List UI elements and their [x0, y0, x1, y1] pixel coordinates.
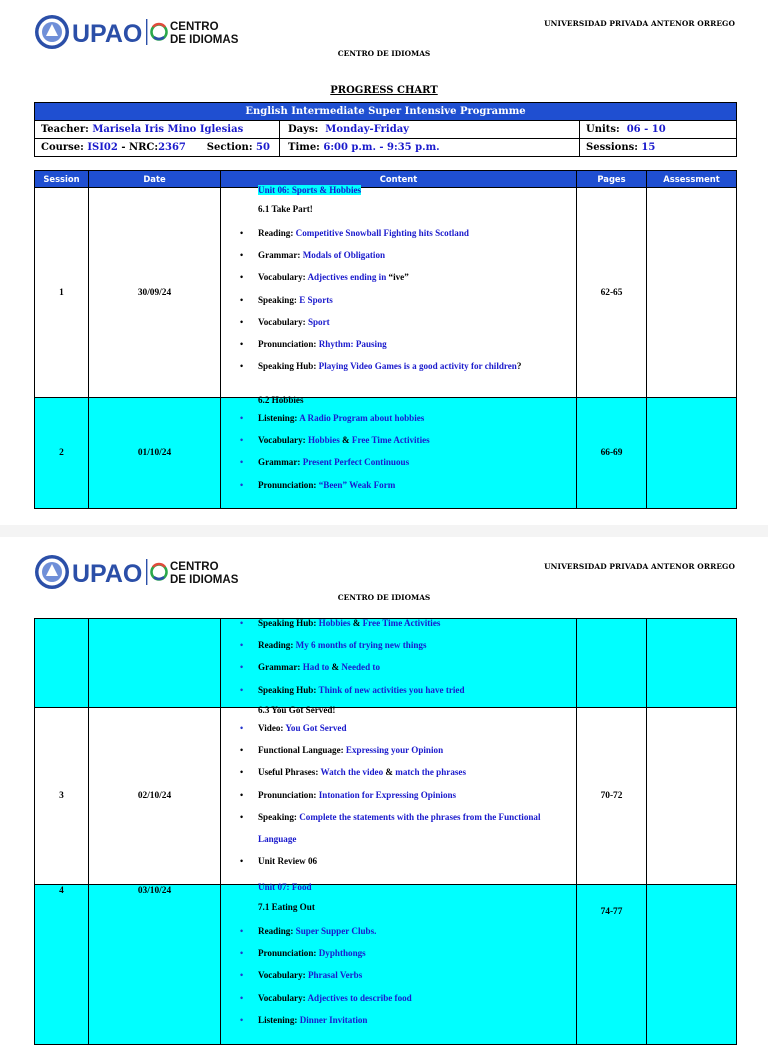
schedule-table-p2	[34, 618, 737, 1045]
document-title: PROGRESS CHART	[330, 85, 438, 96]
course-cell: Course: ISI02 - NRC:2367 Section: 50	[35, 139, 280, 157]
university-name: UNIVERSIDAD PRIVADA ANTENOR ORREGO	[544, 562, 735, 571]
svg-text:DE IDIOMAS: DE IDIOMAS	[170, 574, 239, 586]
svg-text:CENTRO: CENTRO	[170, 21, 219, 33]
session-content: Unit 06: Sports & Hobbies 6.1 Take Part! • Reading: Competitive Snowball Fighting hits Scotland • Grammar: Modals of Obligation • Vocabulary: Adjectives ending in “ive” • Speaking: E Sports • Vocabulary: Sport • Pronunciation: Rhythm: Pausing • Speaking Hub: Playing Video Games is a good activity for children?	[221, 188, 577, 398]
table-row: 2 01/10/24 6.2 Hobbies • Listening: A Radio Program about hobbies • Vocabulary: Hobbies & Free Time Activities • Grammar: Present Perfect Continuous • Pronunciation: “Been” Weak Form 66-69	[35, 398, 737, 509]
centro-title: CENTRO DE IDIOMAS	[337, 49, 431, 58]
col-session: Session	[35, 171, 89, 188]
session-content: 6.3 You Got Served! • Video: You Got Served • Functional Language: Expressing your Opinion • Useful Phrases: Watch the video & match the phrases • Pronunciation: Intonation for Expressing Opinions • Speaking: Complete the statements with the phrases from the Functional Language • Unit Review 06	[221, 708, 577, 885]
svg-text:CENTRO: CENTRO	[170, 561, 219, 573]
table-row: 3 02/10/24 6.3 You Got Served! • Video: You Got Served • Functional Language: Expressing your Opinion • Useful Phrases: Watch the video & match the phrases • Pronunciation: Intonation for Expressing Opinions • Speaking: Complete the statements with the phrases from the Functional Language • Unit Review 06 70-72	[35, 708, 737, 885]
assessment-cell	[647, 708, 737, 885]
col-date: Date	[89, 171, 221, 188]
assessment-cell	[647, 619, 737, 708]
assessment-cell	[647, 398, 737, 509]
programme-title: English Intermediate Super Intensive Programme	[35, 103, 737, 121]
course-info-table	[34, 102, 737, 157]
assessment-cell	[647, 188, 737, 398]
upao-logo	[34, 550, 244, 594]
centro-title: CENTRO DE IDIOMAS	[337, 593, 431, 602]
teacher-cell: Teacher: Marisela Iris Mino Iglesias	[35, 121, 280, 139]
col-assessment: Assessment	[647, 171, 737, 188]
col-pages: Pages	[577, 171, 647, 188]
svg-text:DE IDIOMAS: DE IDIOMAS	[170, 34, 239, 46]
schedule-table-p1	[34, 170, 737, 509]
university-name: UNIVERSIDAD PRIVADA ANTENOR ORREGO	[544, 19, 735, 28]
time-cell: Time: 6:00 p.m. - 9:35 p.m.	[280, 139, 580, 157]
session-content: Unit 07: Food 7.1 Eating Out • Reading: Super Supper Clubs. • Pronunciation: Dyphthongs • Vocabulary: Phrasal Verbs • Vocabulary: Adjectives to describe food • Listening: Dinner Invitation	[221, 885, 577, 1045]
units-cell: Units: 06 - 10	[580, 121, 737, 139]
teacher-name: Marisela Iris Mino Iglesias	[92, 124, 244, 135]
page-2	[0, 538, 768, 1024]
table-row: 4 03/10/24 Unit 07: Food 7.1 Eating Out • Reading: Super Supper Clubs. • Pronunciation: Dyphthongs • Vocabulary: Phrasal Verbs • Vocabulary: Adjectives to describe food • Listening: Dinner Invitation 74-77	[35, 885, 737, 1045]
session-content: • Speaking Hub: Hobbies & Free Time Activities • Reading: My 6 months of trying new things • Grammar: Had to & Needed to • Speaking Hub: Think of new activities you have tried	[221, 619, 577, 708]
svg-text:UPAO: UPAO	[72, 20, 143, 48]
table-row	[35, 619, 737, 708]
days-value: Monday-Friday	[325, 124, 409, 135]
table-row: 1 30/09/24 Unit 06: Sports & Hobbies 6.1 Take Part! • Reading: Competitive Snowball Fighting hits Scotland • Grammar: Modals of Obligation • Vocabulary: Adjectives ending in “ive” • Speaking: E Sports • Vocabulary: Sport • Pronunciation: Rhythm: Pausing • Speaking Hub: Playing Video Games is a good activity for children? 62-65	[35, 188, 737, 398]
svg-text:UPAO: UPAO	[72, 560, 143, 588]
col-content: Content	[221, 171, 577, 188]
assessment-cell	[647, 885, 737, 1045]
upao-logo	[34, 10, 244, 54]
session-content: 6.2 Hobbies • Listening: A Radio Program about hobbies • Vocabulary: Hobbies & Free Time Activities • Grammar: Present Perfect Continuous • Pronunciation: “Been” Weak Form	[221, 398, 577, 509]
sessions-cell: Sessions: 15	[580, 139, 737, 157]
units-value: 06 - 10	[626, 124, 666, 135]
days-cell: Days: Monday-Friday	[280, 121, 580, 139]
page-separator	[0, 525, 768, 537]
